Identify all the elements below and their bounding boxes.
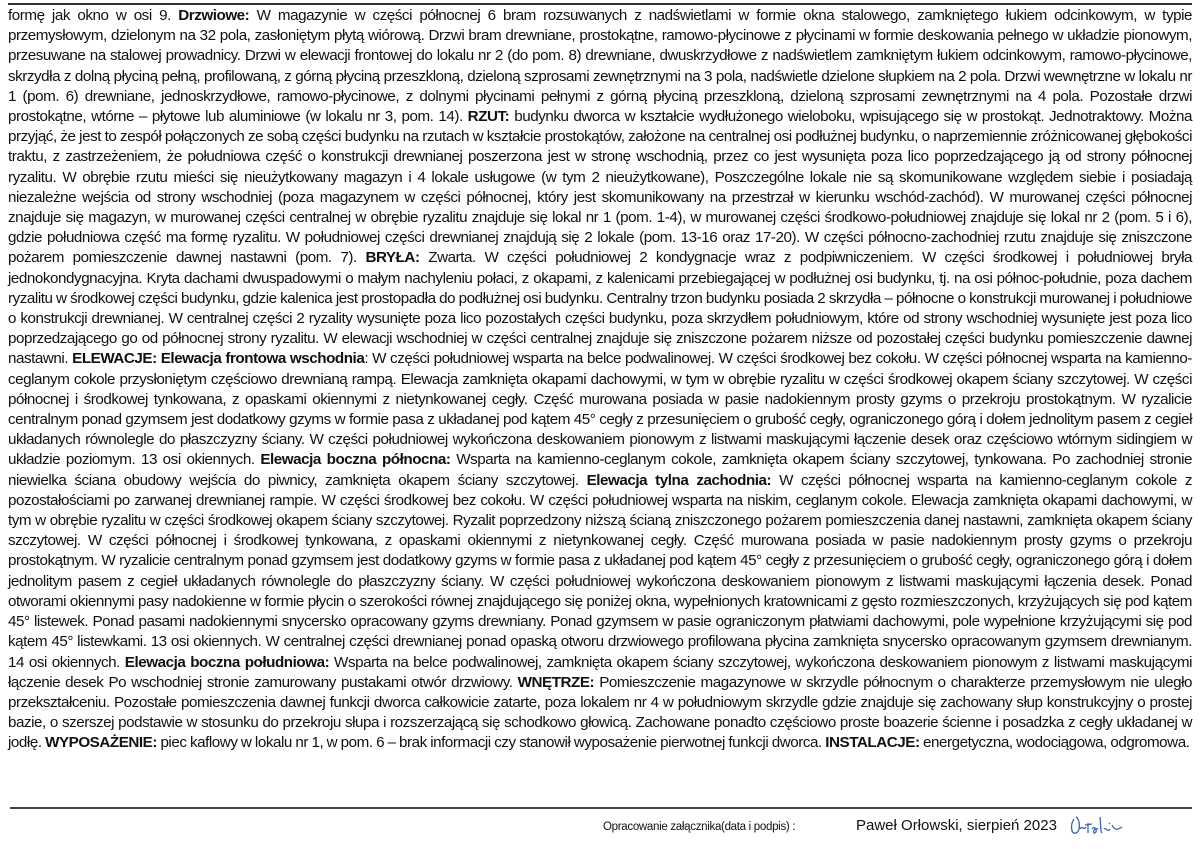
section-heading: Drzwiowe: (178, 7, 250, 24)
section-heading: Elewacja boczna północna: (260, 451, 451, 469)
section-heading: RZUT: (467, 108, 510, 126)
footer-label: Opracowanie załącznika(data i podpis) : (603, 821, 796, 833)
body-text-run: Wsparta na belce podwalinowej, zamknięta okapem ściany szczytowej, wykończona deskowaniem pionowym z listwami maskującymi łączenie desek Po wschodniej stronie zamurowany pustakami otwór drzwiowy. (8, 653, 1192, 691)
body-text-run: W części północnej wsparta na kamienno-ceglanym cokole z pozostałościami po zarwanej drewnianej rampie. W części środkowej bez cokołu. W części południowej wsparta na niskim, ceglanym cokole. Elewacja zamknięta okapami dachowymi, w tym w obrębie ryzalitu w części środkowej okapem ściany szczytowej. Ryzalit poprzedzony niższą ścianą zniszczonego pożarem pomieszczenia danej nastawni, zamknięta okapem ściany szczytowej. W części północnej i środkowej tynkowana, z opaskami okiennymi z nietynkowanej cegły. Część murowana posiada w pasie nadokiennym prosty gzyms o przekroju prostokątnym. W ryzalicie centralnym ponad gzymsem jest dodatkowy gzyms w formie pasa z układanej pod kątem 45° cegły z przesunięciem o grubość cegły, ograniczonego górą i dołem jednolitym pasem z cegieł układanych równolegle do płaszczyzny ściany. W części południowej wykończona deskowaniem pionowym z listwami maskującymi łączenia desek. Ponad otworami okiennymi pasy nadokienne w formie płycin o szerokości równej znajdującego się poniżej okna, wypełnionych kratownicami z gęsto rozmieszczonych, krzyżujących się pod kątem 45° listewek. Ponad pasami nadokiennymi snycersko opracowany gzyms drewniany. Ponad gzymsem w pasie ograniczonym płatwiami dachowymi, pole wypełnione krzyżującymi się pod kątem 45° listewkami. 13 osi okiennych. W centralnej części drewnianej ponad opaską otworu drzwiowego profilowana płycina zamknięta snycersko opracowanym gzymsem drewnianym. 14 osi okiennych. (8, 471, 1193, 671)
section-heading: ELEWACJE: Elewacja frontowa wschodnia (72, 350, 365, 368)
body-text-run: energetyczna, wodociągowa, odgromowa. (919, 734, 1190, 752)
section-heading: INSTALACJE: (825, 734, 920, 752)
body-text-run: Pomieszczenie magazynowe w skrzydle północnym o charakterze przemysłowym nie uległo przekształceniu. Pozostałe pomieszczenia dawnej funkcji dworca całkowicie zatarte, poza lokalem nr 4 w południowym skrzydle gdzie znajduje się zachowany słup konstrukcyjny o prostej bazie, o szerszej podstawie w stosunku do przekroju słupa i rozszerzającą się schodkowo głowicą. Zachowane ponadto częściowo proste boazerie ścienne i posadzka z cegły układanej w jodłę. (8, 673, 1192, 752)
body-text-run: Wsparta na kamienno-ceglanym cokole, zamknięta okapem ściany szczytowej, tynkowana. Po zachodniej stronie niewielka ściana obudowy wejścia do piwnicy, zamknięta okapem ściany szczytowej. (8, 451, 1192, 489)
footer (0, 817, 1200, 843)
body-text-run: budynku dworca w kształcie wydłużonego wieloboku, wpisującego się w prostokąt. Jednotraktowy. Można przyjąć, że jest to zespół połączonych ze sobą części budynku na rzutach w kształcie prostokątów, założone na centralnej osi podłużnej budynku, o naprzemiennie zróżnicowanej głębokości traktu, z zastrzeżeniem, że południowa część o konstrukcji drewnianej poszerzona jest w stronę wschodnią, przez co jest wysunięta poza lico poprzedzającego ją od strony północnej ryzalitu. W obrębie rzutu mieści się nieużytkowany magazyn i 4 lokale usługowe (w tym 2 nieużytkowane), Poszczególne lokale nie są skomunikowane względem siebie i posiadają niezależne wejścia od strony wschodniej (poza magazynem w części północnej, który jest skomunikowany na przestrzał w kierunku wschód-zachód). W murowanej części północnej znajduje się magazyn, w murowanej części centralnej w obrębie ryzalitu znajduje się lokal nr 1 (pom. 1-4), w murowanej części środkowo-południowej znajduje się lokal nr 2 (pom. 5 i 6), gdzie południowa część ma formę ryzalitu. W południowej części drewnianej znajdują się 2 lokale (pom. 13-16 oraz 17-20). W części północno-zachodniej rzutu znajduje się zniszczone pożarem pomieszczenie dawnej nastawni (pom. 7). (8, 108, 1193, 267)
document-body (8, 6, 1192, 754)
section-heading: BRYŁA: (365, 249, 420, 267)
footer-author: Paweł Orłowski, sierpień 2023 (856, 817, 1057, 834)
top-rule (8, 3, 1192, 5)
body-text-run: formę jak okno w osi 9. (8, 7, 179, 24)
section-heading: Elewacja boczna południowa: (124, 653, 330, 671)
body-text-run: piec kaflowy w lokalu nr 1, w pom. 6 – brak informacji czy stanowił wyposażenie pierwotnej funkcji dworca. (156, 734, 826, 752)
section-heading: WNĘTRZE: (517, 673, 595, 691)
body-text-run: : W części południowej wsparta na belce podwalinowej. W części środkowej bez cokołu. W części północnej wsparta na kamienno-ceglanym cokole przysłoniętym częściowo drewnianą rampą. Elewacja zamknięta okapami dachowymi, w tym w obrębie ryzalitu w części środkowej okapem ściany szczytowej. W części północnej i środkowej tynkowana, z opaskami okiennymi z nietynkowanej cegły. Część murowana posiada w pasie nadokiennym prosty gzyms o przekroju prostokątnym. W ryzalicie centralnym ponad gzymsem jest dodatkowy gzyms w formie pasa z układanej pod kątem 45° cegły z przesunięciem o grubość cegły, ograniczonego górą i dołem jednolitym pasem z cegieł układanych równolegle do płaszczyzny ściany. W części południowej wykończona deskowaniem pionowym z listwami maskującymi łączenie desek oraz częściowo wtórnym sidingiem w układzie poziomym. 13 osi okiennych. (8, 350, 1192, 469)
signature (1068, 811, 1130, 841)
section-heading: WYPOSAŻENIE: (45, 734, 157, 752)
body-text-run: Zwarta. W części południowej 2 kondygnacje wraz z podpiwniczeniem. W części środkowej i południowej bryła jednokondygnacyjna. Kryta dachami dwuspadowymi o małym nachyleniu połaci, z okapami, z kalenicami przebiegającej w podłużnej osi budynku, tj. na osi północ-południe, poza dachem ryzalitu w środkowej części budynku, gdzie kalenica jest prostopadła do podłużnej osi budynku. Centralny trzon budynku posiada 2 skrzydła – północne o konstrukcji murowanej i południowe o konstrukcji drewnianej. W centralnej części 2 ryzality wysunięte poza lico pozostałych części budynku, poza skrzydłem południowym, które od strony wschodniej wysunięte jest poza lico poprzedzającego go od północnej strony ryzalitu. W elewacji wschodniej w części centralnej znajduje się zniszczone pożarem niższe od pozostałej części budynku pomieszczenie dawnej nastawni. (8, 249, 1192, 368)
body-text-run: W magazynie w części północnej 6 bram rozsuwanych z nadświetlami w formie okna stalowego, zamkniętego łukiem odcinkowym, w typie przemysłowym, dzielonym na 32 pola, zasłoniętym płytą wiórową. Drzwi bram drewniane, prostokątne, ramowo-płycinowe z płycinami w formie deskowania pełnego w układzie pionowym, przesuwane na stalowej prowadnicy. Drzwi w elewacji frontowej do lokalu nr 2 (do pom. 8) drewniane, dwuskrzydłowe z nadświetlem zamkniętym łukiem odcinkowym, ramowo-płycinowe, skrzydła z dolną płyciną pełną, profilowaną, z górną płyciną przeszkloną, dzieloną szprosami zewnętrznymi na 3 pola, nadświetle dzielone słupkiem na 2 pola. Drzwi wewnętrzne w lokalu nr 1 (pom. 6) drewniane, jednoskrzydłowe, ramowo-płycinowe, z dolnymi płycinami pełnymi z górną płyciną przeszkloną, dzieloną szprosami zewnętrznymi na 4 pola. Pozostałe drzwi prostokątne, wtórne – płytowe lub aluminiowe (w lokalu nr 3, pom. 14). (8, 7, 1193, 126)
bottom-rule (10, 807, 1192, 809)
section-heading: Elewacja tylna zachodnia: (586, 471, 772, 489)
